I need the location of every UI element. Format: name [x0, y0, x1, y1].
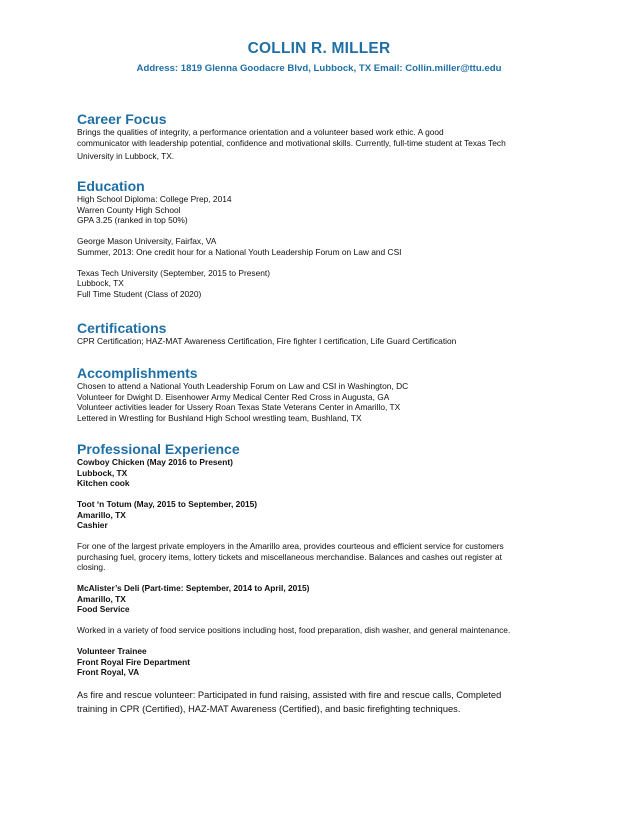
- section-heading-certifications: Certifications: [77, 320, 167, 336]
- contact-address: Address: 1819 Glenna Goodacre Blvd, Lubbock, TX Email: Collin.miller@ttu.edu: [136, 63, 502, 74]
- job-title-line: Lubbock, TX: [77, 467, 128, 478]
- job-title-line: Toot ‘n Totum (May, 2015 to September, 2015): [77, 499, 258, 509]
- certification-line: CPR Certification; HAZ-MAT Awareness Certification, Fire fighter I certification, Life Guard Certification: [77, 336, 457, 346]
- education-line: GPA 3.25 (ranked in top 50%): [77, 215, 188, 225]
- career-focus-line: University in Lubbock, TX.: [77, 151, 175, 161]
- job-entry-mcalisters-deli: [77, 583, 577, 636]
- accomplishment-line: Volunteer activities leader for Ussery Roan Texas State Veterans Center in Amarillo, TX: [77, 402, 401, 412]
- career-focus-line: communicator with leadership potential, confidence and motivational skills. Currently, full-time student at Texas Tech: [77, 137, 506, 148]
- job-title-line: Front Royal Fire Department: [77, 656, 191, 667]
- accomplishment-line: Chosen to attend a National Youth Leadership Forum on Law and CSI in Washington, DC: [77, 381, 409, 391]
- job-description-line: As fire and rescue volunteer: Participated in fund raising, assisted with fire and rescue calls, Completed: [77, 690, 502, 700]
- accomplishment-line: Lettered in Wrestling for Bushland High School wrestling team, Bushland, TX: [77, 412, 362, 423]
- education-line: Summer, 2013: One credit hour for a National Youth Leadership Forum on Law and CSI: [77, 246, 402, 257]
- job-title-line: Cowboy Chicken (May 2016 to Present): [77, 457, 233, 467]
- job-description-line: For one of the largest private employers in the Amarillo area, provides courteous and efficient service for customers: [77, 541, 504, 551]
- education-line: Full Time Student (Class of 2020): [77, 288, 202, 299]
- job-title-line: Cashier: [77, 520, 108, 530]
- accomplishments-section: [77, 365, 577, 423]
- career-focus-section: [77, 111, 577, 162]
- job-description-line: training in CPR (Certified), HAZ-MAT Awareness (Certified), and basic firefighting techniques.: [77, 704, 461, 714]
- job-title-line: Amarillo, TX: [77, 509, 126, 520]
- candidate-name: COLLIN R. MILLER: [247, 40, 391, 57]
- job-title-line: Amarillo, TX: [77, 593, 126, 604]
- career-focus-line: Brings the qualities of integrity, a performance orientation and a volunteer based work ethic. A good: [77, 127, 444, 137]
- section-heading-education: Education: [77, 178, 145, 194]
- job-description-line: purchasing fuel, grocery items, lottery tickets and miscellaneous merchandise. Balances and cashes out register at: [77, 551, 503, 562]
- job-title-line: McAlister’s Deli (Part-time: September, 2014 to April, 2015): [77, 583, 310, 593]
- job-title-line: Volunteer Trainee: [77, 646, 147, 656]
- job-description-line: closing.: [77, 562, 106, 572]
- education-line: Lubbock, TX: [77, 278, 124, 288]
- education-line: High School Diploma: College Prep, 2014: [77, 194, 232, 204]
- education-line: George Mason University, Fairfax, VA: [77, 236, 217, 246]
- accomplishment-line: Volunteer for Dwight D. Eisenhower Army Medical Center Red Cross in Augusta, GA: [77, 391, 390, 402]
- job-entry-toot-n-totum: [77, 499, 577, 573]
- experience-section: [77, 441, 577, 716]
- education-section: [77, 178, 577, 299]
- education-line: Texas Tech University (September, 2015 to Present): [77, 267, 271, 278]
- job-description-line: Worked in a variety of food service positions including host, food preparation, dish washer, and general maintenance.: [77, 625, 511, 635]
- section-heading-experience: Professional Experience: [77, 441, 240, 457]
- education-line: Warren County High School: [77, 204, 181, 215]
- job-title-line: Front Royal, VA: [77, 667, 140, 677]
- job-entry-cowboy-chicken: [77, 457, 577, 489]
- certifications-section: [77, 320, 577, 347]
- section-heading-accomplishments: Accomplishments: [77, 365, 198, 381]
- section-heading-career-focus: Career Focus: [77, 111, 167, 127]
- job-title-line: Kitchen cook: [77, 478, 130, 488]
- job-title-line: Food Service: [77, 604, 130, 614]
- job-entry-volunteer-trainee: [77, 646, 577, 716]
